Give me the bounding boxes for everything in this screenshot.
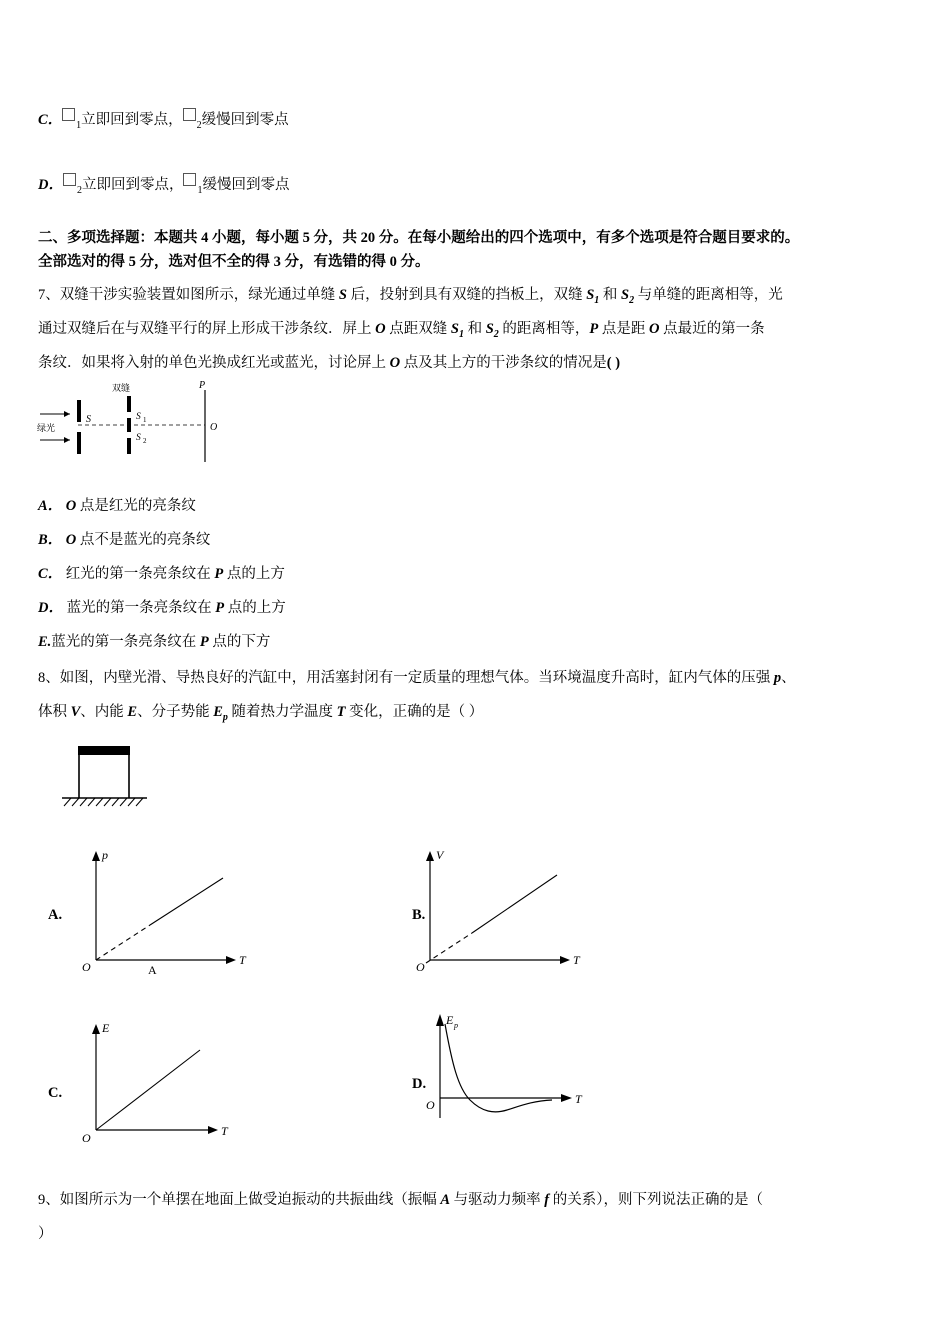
q7-option-c: C． 红光的第一条亮条纹在 P 点的上方: [38, 566, 285, 582]
q8-graph-a-label: A.: [48, 907, 63, 923]
svg-text:S: S: [136, 412, 141, 422]
svg-text:绿光: 绿光: [37, 423, 56, 433]
placeholder-box-icon: [183, 108, 196, 121]
q7-line2: 通过双缝后在与双缝平行的屏上形成干涉条纹．屏上 O 点距双缝 $S_1$ 和 $S_2$ 的距离相等，P 点是距 O 点最近的第一条: [38, 321, 765, 340]
option-d-text1: 立即回到零点，: [81, 177, 184, 193]
option-d-label: D．: [38, 177, 63, 193]
placeholder-box-icon: [63, 173, 76, 186]
svg-text:T: T: [221, 1124, 228, 1138]
option-c-top: [38, 110, 289, 133]
option-c-text2: 缓慢回到零点: [201, 112, 289, 128]
svg-text:V: V: [436, 848, 444, 862]
q7-option-e: E.蓝光的第一条亮条纹在 P 点的下方: [38, 634, 271, 650]
q9-line1: 9、如图所示为一个单摆在地面上做受迫振动的共振曲线（振幅 A 与驱动力频率 f 的关系），则下列说法正确的是（: [38, 1192, 764, 1208]
q9-line2: ）: [38, 1226, 53, 1242]
option-c-label: C．: [38, 112, 63, 128]
svg-text:双缝: 双缝: [112, 383, 131, 393]
section-heading-line1: 二、多项选择题：本题共 4 小题，每小题 5 分，共 20 分。在每小题给出的四个选项中，有多个选项是符合题目要求的。: [38, 230, 800, 246]
svg-text:p: p: [102, 848, 108, 862]
svg-text:2: 2: [143, 437, 147, 445]
svg-text:p: p: [454, 1021, 458, 1030]
svg-text:S: S: [86, 414, 91, 425]
option-c-sub2: 2: [196, 119, 202, 131]
svg-text:T: T: [239, 953, 246, 967]
svg-text:O: O: [416, 960, 425, 974]
q8-graph-b: [412, 845, 592, 975]
q7-line1: 7、双缝干涉实验装置如图所示，绿光通过单缝 S 后，投射到具有双缝的挡板上，双缝 $S_1$ 和 $S_2$ 与单缝的距离相等，光: [38, 287, 783, 306]
q7-option-d: D． 蓝光的第一条亮条纹在 P 点的上方: [38, 600, 286, 616]
svg-text:E: E: [102, 1021, 110, 1035]
option-d-top: [38, 175, 289, 198]
svg-text:O: O: [210, 422, 218, 433]
option-c-sub1: 1: [76, 119, 82, 131]
q8-graph-c: [78, 1018, 258, 1148]
svg-text:O: O: [82, 960, 91, 974]
q8-graph-d-label: D.: [412, 1076, 427, 1092]
q8-graph-d: [412, 1008, 612, 1138]
q8-line1: 8、如图，内壁光滑、导热良好的汽缸中，用活塞封闭有一定质量的理想气体。当环境温度升高时，缸内气体的压强 p、: [38, 670, 796, 686]
option-d-sub2: 1: [197, 184, 203, 196]
svg-text:P: P: [199, 380, 206, 391]
option-d-sub1: 2: [76, 184, 82, 196]
q8-line2: 体积 V、内能 E、分子势能 $E_p$ 随着热力学温度 T 变化，正确的是（ ）: [38, 704, 484, 723]
q7-option-b: B． O 点不是蓝光的亮条纹: [38, 532, 211, 548]
placeholder-box-icon: [183, 173, 196, 186]
q8-graph-b-label: B.: [412, 907, 426, 923]
svg-text:T: T: [575, 1092, 582, 1106]
svg-text:O: O: [426, 1098, 435, 1112]
q8-cylinder-figure: [42, 735, 162, 813]
q8-graph-c-label: C.: [48, 1085, 63, 1101]
svg-text:O: O: [82, 1131, 91, 1145]
placeholder-box-icon: [62, 108, 75, 121]
svg-text:E: E: [446, 1013, 454, 1027]
option-d-text2: 缓慢回到零点: [202, 177, 290, 193]
svg-text:S: S: [136, 433, 141, 443]
section-heading-line2: 全部选对的得 5 分，选对但不全的得 3 分，有选错的得 0 分。: [38, 254, 430, 270]
svg-text:T: T: [573, 953, 580, 967]
option-c-text1: 立即回到零点，: [81, 112, 183, 128]
svg-text:A: A: [148, 963, 157, 975]
q7-option-a: A． O 点是红光的亮条纹: [38, 498, 196, 514]
q7-figure: [32, 378, 252, 474]
q8-graph-a: [78, 845, 258, 975]
svg-text:1: 1: [143, 416, 147, 424]
q7-line3: 条纹．如果将入射的单色光换成红光或蓝光，讨论屏上 O 点及其上方的干涉条纹的情况是( ): [38, 355, 621, 371]
